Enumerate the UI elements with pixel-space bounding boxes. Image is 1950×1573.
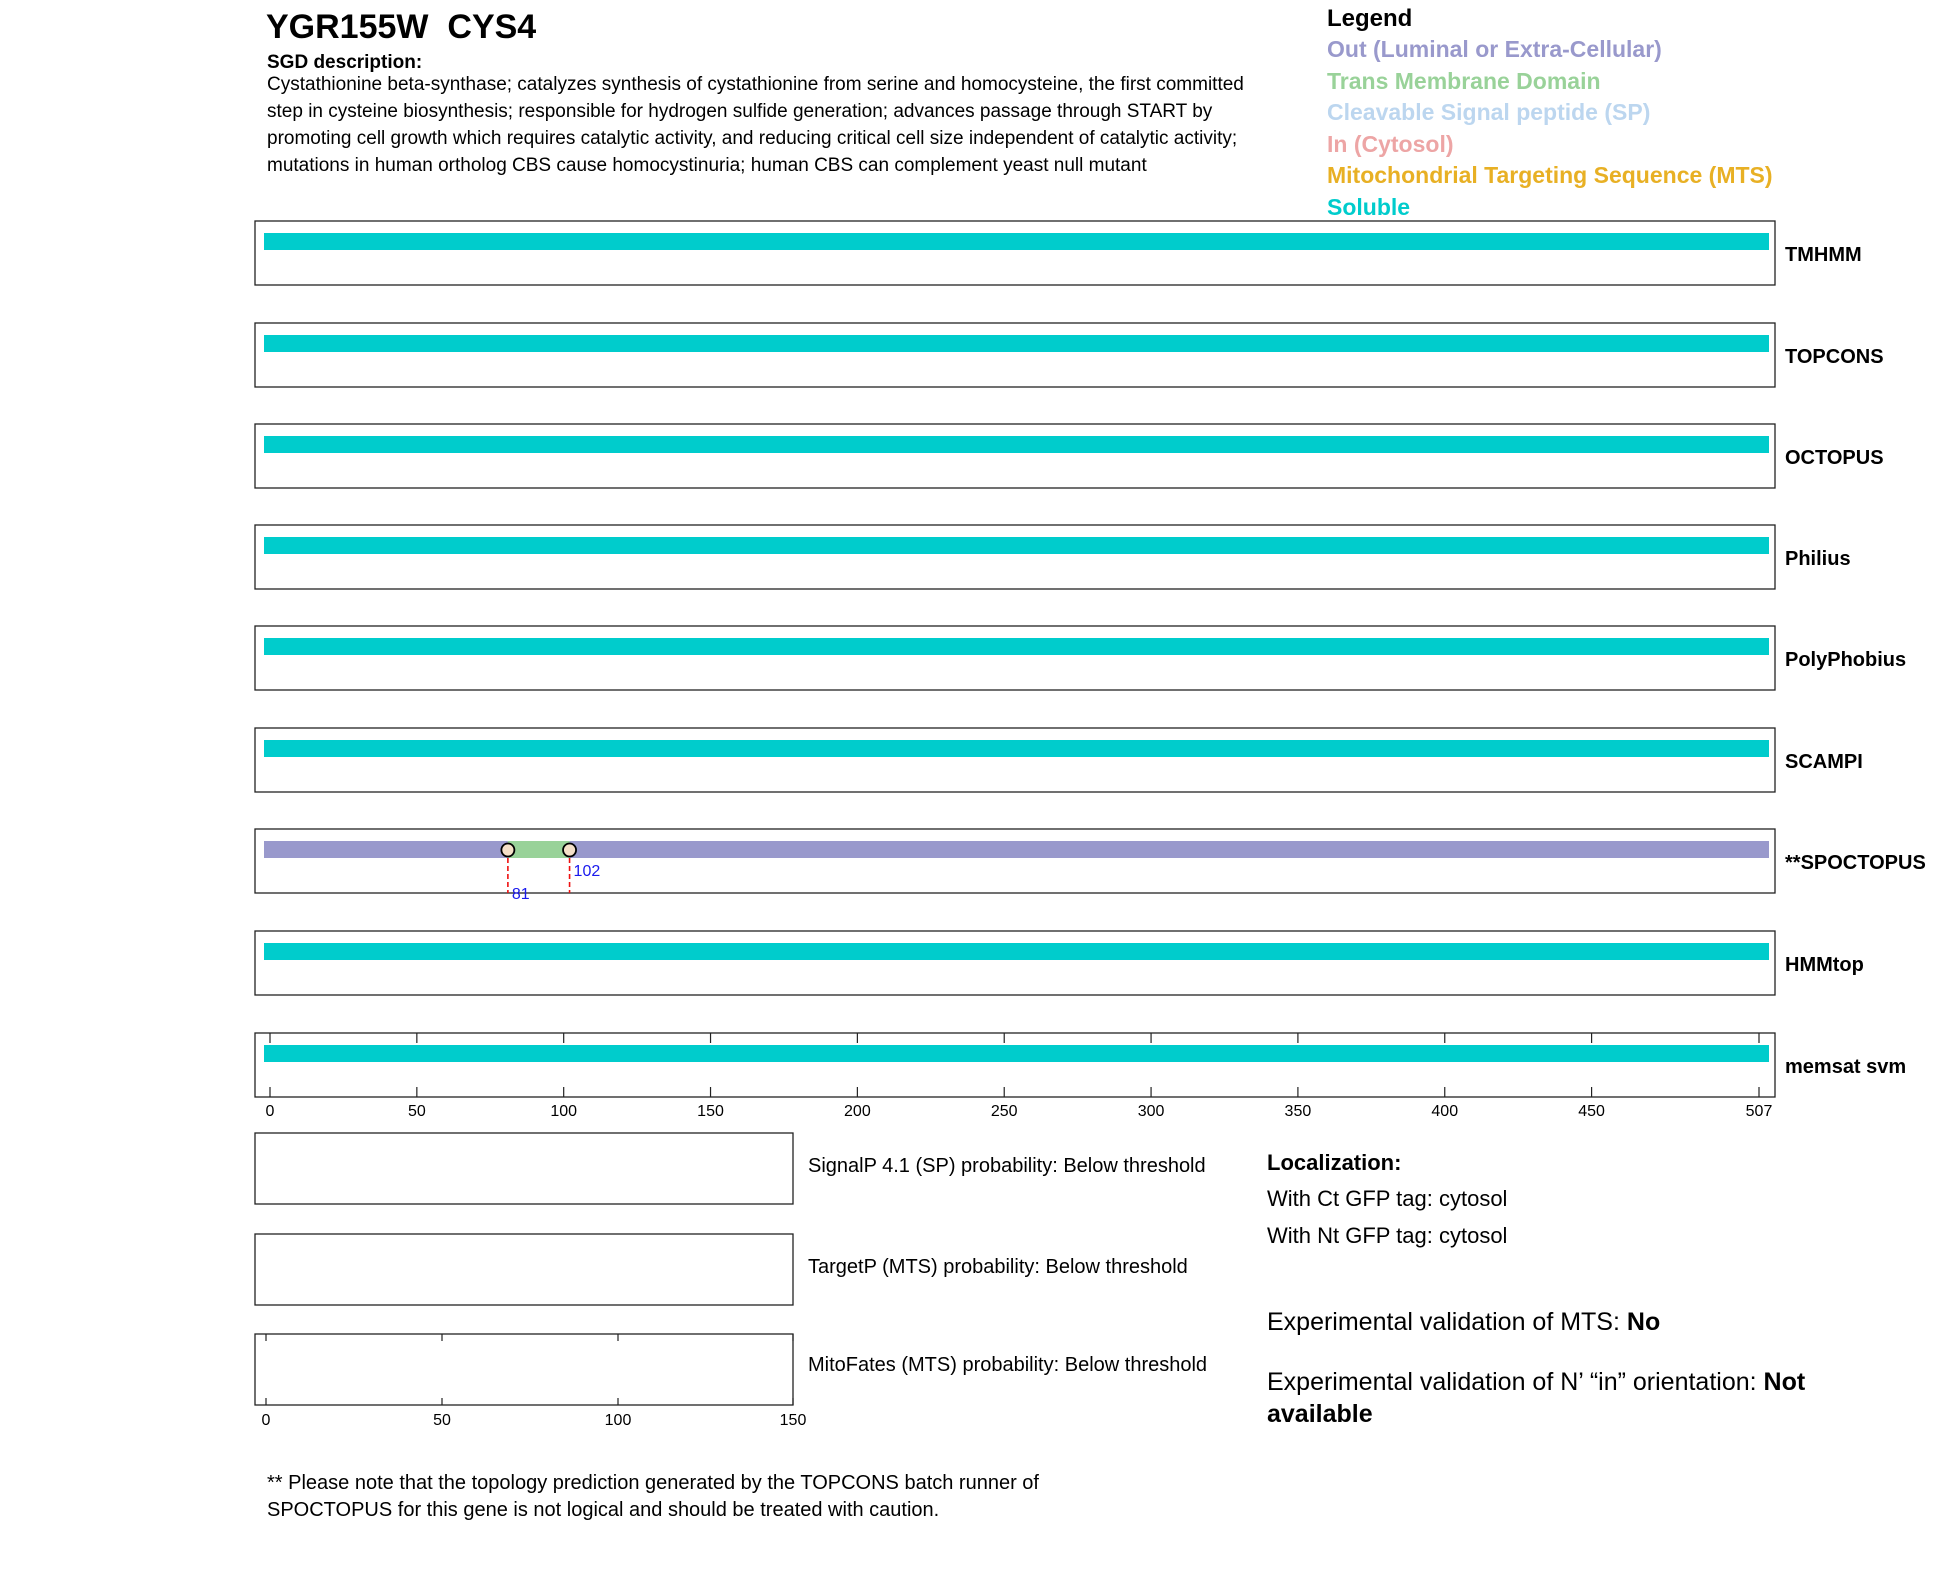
track-label: Philius [1785, 548, 1851, 570]
track-frame [255, 1033, 1775, 1097]
track-frame [255, 626, 1775, 690]
mts-validation [1267, 1308, 1660, 1337]
probability-frame [255, 1234, 793, 1305]
track-segment [264, 841, 508, 858]
track-frame [255, 424, 1775, 488]
track-label: PolyPhobius [1785, 649, 1907, 671]
track-segment [264, 1045, 1769, 1062]
track-segment [570, 841, 1769, 858]
track-segment [508, 841, 570, 858]
track-label: TMHMM [1785, 244, 1862, 266]
prob-axis-tick-label: 0 [261, 1412, 271, 1429]
track-segment [264, 537, 1769, 554]
axis-tick-label: 100 [550, 1103, 578, 1120]
localization-nt: With Nt GFP tag: cytosol [1267, 1223, 1508, 1248]
probability-frame [255, 1133, 793, 1204]
sgd-heading: SGD description: [267, 52, 423, 73]
axis-tick-label: 400 [1431, 1103, 1459, 1120]
localization-heading: Localization: [1267, 1150, 1402, 1175]
track-label: memsat svm [1785, 1056, 1907, 1078]
footnote: ** Please note that the topology prediction generated by the TOPCONS batch runner of SPOCTOPUS for this gene is not logical and should be treated with caution. [267, 1472, 1039, 1521]
localization-ct: With Ct GFP tag: cytosol [1267, 1186, 1508, 1211]
sgd-description: Cystathionine beta-synthase; catalyzes synthesis of cystathionine from serine and homocysteine, the first committed step in cysteine biosynthesis; responsible for hydrogen sulfide generation; advances passage through START by promoting cell growth which requires catalytic activity, and reducing critical cell size independent of catalytic activity; mutations in human ortholog CBS cause homocystinuria; human CBS can complement yeast null mutant [267, 74, 1244, 176]
legend-item: Trans Membrane Domain [1327, 67, 1601, 94]
axis-tick-label: 50 [407, 1103, 426, 1120]
axis-tick-label: 0 [265, 1103, 275, 1120]
track-label: SCAMPI [1785, 751, 1863, 773]
prob-axis-tick-label: 50 [433, 1412, 451, 1429]
axis-tick-label: 350 [1284, 1103, 1312, 1120]
probability-label: SignalP 4.1 (SP) probability: Below threshold [808, 1155, 1206, 1177]
marker-label: 102 [573, 863, 601, 880]
legend-title: Legend [1327, 5, 1413, 32]
mts-validation-value: No [1626, 1308, 1661, 1336]
legend-item: Cleavable Signal peptide (SP) [1327, 99, 1651, 125]
track-segment [264, 335, 1769, 352]
axis-tick-label: 450 [1578, 1103, 1605, 1120]
track-segment [264, 233, 1769, 250]
nin-validation-label: Experimental validation of N’ “in” orientation: [1267, 1368, 1764, 1396]
legend-item: Soluble [1327, 193, 1411, 220]
nin-validation [1267, 1366, 1867, 1430]
track-label: OCTOPUS [1785, 447, 1884, 469]
marker-circle [501, 844, 514, 857]
probability-label: TargetP (MTS) probability: Below threshold [808, 1256, 1188, 1278]
track-label: TOPCONS [1785, 346, 1884, 368]
track-segment [264, 436, 1769, 453]
mts-validation-label: Experimental validation of MTS: [1267, 1308, 1627, 1336]
page-title: YGR155W CYS4 [266, 8, 537, 46]
track-frame [255, 829, 1775, 893]
axis-tick-label: 300 [1137, 1103, 1165, 1120]
legend-item: Out (Luminal or Extra-Cellular) [1327, 36, 1662, 62]
legend-item: In (Cytosol) [1327, 130, 1454, 157]
axis-tick-label: 150 [697, 1103, 724, 1120]
track-segment [264, 943, 1769, 960]
probability-frame [255, 1334, 793, 1405]
axis-tick-label: 200 [844, 1103, 871, 1120]
track-label: HMMtop [1785, 954, 1864, 976]
legend-item: Mitochondrial Targeting Sequence (MTS) [1327, 162, 1773, 188]
nin-validation-value: Not available [1267, 1368, 1806, 1428]
track-frame [255, 221, 1775, 285]
axis-tick-label: 507 [1745, 1103, 1773, 1120]
marker-label: 81 [511, 886, 530, 903]
probability-label: MitoFates (MTS) probability: Below threshold [808, 1354, 1208, 1376]
axis-tick-label: 250 [990, 1103, 1018, 1120]
track-label: **SPOCTOPUS [1785, 852, 1926, 874]
track-frame [255, 728, 1775, 792]
prob-axis-tick-label: 150 [779, 1412, 807, 1429]
prob-axis-tick-label: 100 [604, 1412, 632, 1429]
track-frame [255, 931, 1775, 995]
marker-circle [563, 844, 576, 857]
track-segment [264, 740, 1769, 757]
track-frame [255, 323, 1775, 387]
track-segment [264, 638, 1769, 655]
track-frame [255, 525, 1775, 589]
